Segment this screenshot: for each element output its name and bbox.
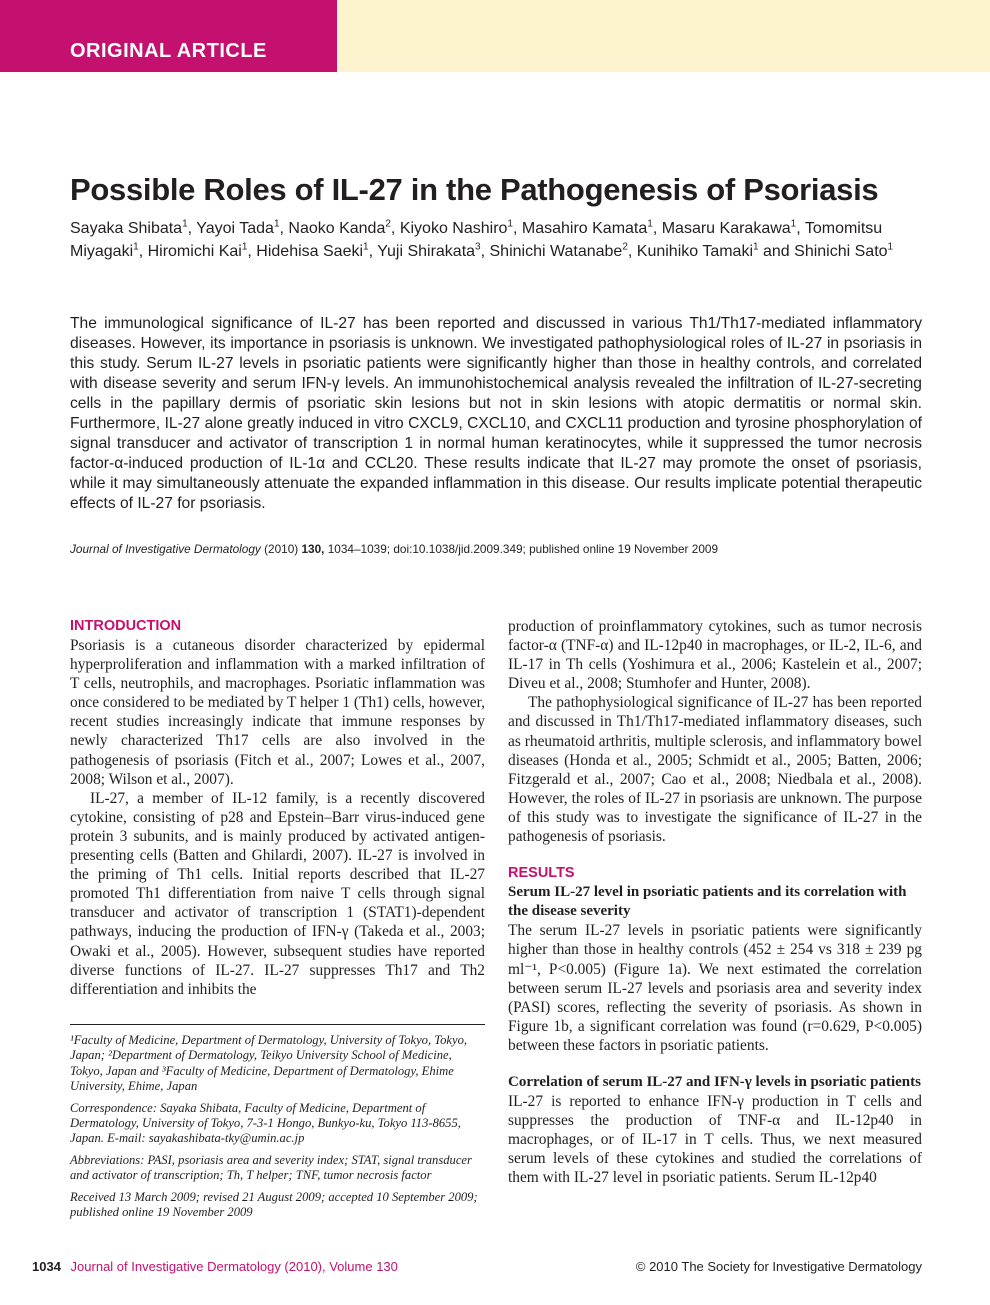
author-name: Masaru Karakawa: [661, 220, 791, 237]
page-number: 1034: [32, 1259, 61, 1274]
citation-year: (2010): [264, 542, 299, 556]
author-name: Tomomitsu Miyagaki: [70, 220, 883, 260]
right-column: [508, 617, 922, 1188]
section-label: ORIGINAL ARTICLE: [70, 40, 267, 62]
results-subheading-2: Correlation of serum IL-27 and IFN-γ levels in psoriatic patients: [508, 1073, 921, 1090]
author-list: Sayaka Shibata$^1$, Yayoi Tada$^1$, Naoko Kanda$^2$, Kiyoko Nashiro$^1$, Masahiro Kamata$^1$, Masaru Karakawa$^1$, Tomomitsu Miyagaki$^1$, Hiromichi Kai$^1$, Hidehisa Saeki$^1$, Yuji Shirakata$^3$, Shinichi Watanabe$^2$, Kunihiko Tamaki$^1$ and Shinichi Sato$^1$: [70, 218, 894, 260]
received-note: Received 13 March 2009; revised 21 August 2009; accepted 10 September 2009; published online 19 November 2009: [70, 1189, 478, 1220]
affiliations-note: ¹Faculty of Medicine, Department of Dermatology, University of Tokyo, Tokyo, Japan; ²Department of Dermatology, Teikyo University School of Medicine, Tokyo, Japan and ³Faculty of Medicine, Department of Dermatology, Ehime University, Ehime, Japan: [70, 1033, 468, 1094]
author-affiliation-mark: 1: [647, 218, 653, 230]
citation-details: 1034–1039; doi:10.1038/jid.2009.349; published online 19 November 2009: [327, 542, 718, 556]
footnote-divider: [70, 1024, 485, 1025]
correspondence-note: Correspondence: Sayaka Shibata, Faculty of Medicine, Department of Dermatology, University of Tokyo, 7-3-1 Hongo, Bunkyo-ku, Tokyo 113-8655, Japan. E-mail: sayakashibata-tky@umin.ac.jp: [70, 1100, 461, 1146]
results-heading: RESULTS: [508, 865, 575, 882]
author-affiliation-mark: 2: [622, 241, 628, 253]
intro-paragraph-3: production of proinflammatory cytokines, such as tumor necrosis factor-α (TNF-α) and IL-12p40 in macrophages, or IL-2, IL-6, and IL-17 in Th cells (Yoshimura et al., 2006; Kastelein et al., 2007; Diveu et al., 2008; Stumhofer and Hunter, 2008).: [508, 618, 922, 693]
abbreviations-note: Abbreviations: PASI, psoriasis area and severity index; STAT, signal transducer and activator of transcription; Th, T helper; TNF, tumor necrosis factor: [70, 1152, 472, 1183]
author-affiliation-mark: 1: [182, 218, 188, 230]
author-name: Sayaka Shibata: [70, 220, 183, 237]
results-subheading-1: Serum IL-27 level in psoriatic patients and its correlation with the disease severity: [508, 884, 907, 920]
intro-paragraph-2: IL-27, a member of IL-12 family, is a recently discovered cytokine, consisting of p28 and Epstein–Barr virus-induced gene protein 3 subunits, and is mainly produced by activated antigen-presenting cells (Batten and Ghilardi, 2007). IL-27 is involved in the priming of Th1 cells. Initial reports described that IL-27 promoted Th1 differentiation from naive T cells through signal transducer and activator of transcription 1 (STAT1)-dependent pathways, inducing the production of IFN-γ (Takeda et al., 2003; Owaki et al., 2005). However, subsequent studies have reported diverse functions of IL-27. IL-27 suppresses Th17 and Th2 differentiation and inhibits the: [70, 789, 485, 998]
author-name: Masahiro Kamata: [521, 220, 648, 237]
citation-volume: 130,: [301, 542, 325, 556]
introduction-heading: INTRODUCTION: [70, 618, 182, 634]
abstract: The immunological significance of IL-27 has been reported and discussed in various Th1/Th17-mediated inflammatory diseases. However, its importance in psoriasis is unknown. We investigated pathophysiological roles of IL-27 in psoriasis in this study. Serum IL-27 levels in psoriatic patients were significantly higher than those in healthy controls, and correlated with disease severity and serum IFN-γ levels. An immunohistochemical analysis revealed the infiltration of IL-27-secreting cells in the papillary dermis of psoriatic skin lesions but not in skin lesions with atopic dermatitis or normal skin. Furthermore, IL-27 alone greatly induced in vitro CXCL9, CXCL10, and CXCL11 production and tyrosine phosphorylation of signal transducer and activator of transcription 1 in normal human keratinocytes, while it suppressed the tumor necrosis factor-α-induced production of IL-1α and CCL20. These results indicate that IL-27 may promote the onset of psoriasis, while it may simultaneously attenuate the expanded inflammation in this disease. Our results implicate potential therapeutic effects of IL-27 for psoriasis.: [70, 315, 922, 512]
author-affiliation-mark: 2: [385, 218, 391, 230]
author-affiliation-mark: 1: [507, 218, 513, 230]
author-affiliation-mark: 1: [273, 218, 280, 230]
author-name: Shinichi Sato: [794, 243, 888, 260]
article-title: Possible Roles of IL-27 in the Pathogenesis of Psoriasis: [70, 172, 879, 207]
results-paragraph-1: The serum IL-27 levels in psoriatic patients were significantly higher than those in healthy controls (452 ± 254 vs 318 ± 239 pg ml⁻¹, P<0.005) (Figure 1a). We next estimated the correlation between serum IL-27 levels and psoriasis area and severity index (PASI) scores, reflecting the severity of psoriasis. As shown in Figure 1b, a significant correlation was found (r=0.629, P<0.005) between these factors in psoriatic patients.: [508, 922, 922, 1054]
citation-journal: Journal of Investigative Dermatology: [70, 542, 261, 556]
author-affiliation-mark: 1: [887, 241, 894, 253]
author-affiliation-mark: 1: [363, 241, 369, 253]
author-affiliation-mark: 1: [753, 241, 759, 253]
author-affiliation-mark: 3: [475, 241, 481, 253]
author-name: Yayoi Tada: [196, 220, 274, 237]
author-name: Hidehisa Saeki: [256, 243, 364, 260]
citation-line: [70, 542, 922, 556]
header-band-cream: [337, 0, 990, 72]
author-name: Yuji Shirakata: [377, 243, 476, 260]
footer-copyright: © 2010 The Society for Investigative Dermatology: [635, 1259, 922, 1274]
author-affiliation-mark: 1: [241, 241, 248, 253]
results-paragraph-2: IL-27 is reported to enhance IFN-γ production in T cells and suppresses the production of TNF-α and IL-12p40 in macrophages, or of IL-17 in T cells. Thus, we next measured serum levels of these cytokines and studied the correlations of them with IL-27 level in psoriatic patients. Serum IL-12p40: [508, 1093, 922, 1187]
author-name: Kiyoko Nashiro: [399, 220, 508, 237]
intro-paragraph-1: Psoriasis is a cutaneous disorder characterized by epidermal hyperproliferation and inflammation with a marked infiltration of T cells, neutrophils, and macrophages. Psoriatic inflammation was once considered to be mediated by T helper 1 (Th1) cells, however, recent studies increasingly indicate that immune responses by newly characterized Th17 cells are also involved in the pathogenesis of psoriasis (Fitch et al., 2007; Lowes et al., 2007, 2008; Wilson et al., 2007).: [70, 637, 485, 788]
intro-paragraph-4: The pathophysiological significance of IL-27 has been reported and discussed in Th1/Th17-mediated inflammatory diseases, such as rheumatoid arthritis, multiple sclerosis, and inflammatory bowel diseases (Honda et al., 2005; Schmidt et al., 2005; Batten, 2006; Fitzgerald et al., 2007; Cao et al., 2008; Niedbala et al., 2008). However, the roles of IL-27 in psoriasis are unknown. The purpose of this study was to investigate the significance of IL-27 in the pathogenesis of psoriasis.: [508, 694, 922, 846]
author-name: Hiromichi Kai: [147, 243, 242, 260]
footer-left: [32, 1259, 398, 1274]
author-name: Kunihiko Tamaki: [636, 243, 753, 260]
author-affiliation-mark: 1: [133, 241, 139, 253]
author-name: Naoko Kanda: [288, 220, 386, 237]
author-affiliation-mark: 1: [790, 218, 797, 230]
left-column: [70, 617, 485, 999]
footnotes: [70, 1033, 485, 1226]
author-name: Shinichi Watanabe: [489, 243, 623, 260]
footer-journal: Journal of Investigative Dermatology (2010), Volume 130: [70, 1259, 398, 1274]
